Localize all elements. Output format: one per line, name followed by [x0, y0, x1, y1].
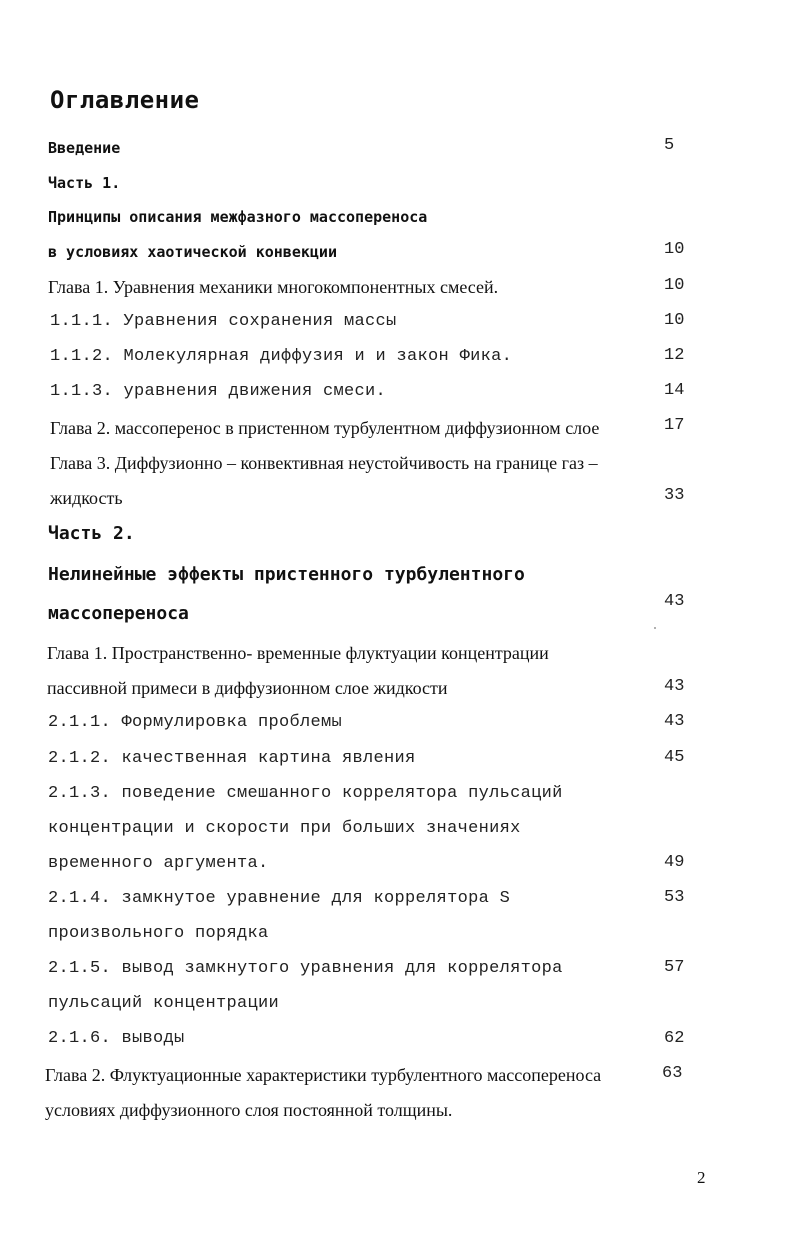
entry-page: 43	[664, 677, 685, 696]
toc-entry	[0, 993, 796, 1023]
toc-entry	[0, 136, 796, 166]
scan-speck	[654, 627, 656, 629]
toc-entry	[0, 1028, 796, 1058]
entry-page: 10	[664, 311, 685, 330]
entry-page: 5	[664, 136, 675, 155]
toc-entry	[0, 416, 796, 446]
toc-entry	[0, 346, 796, 376]
entry-text: временного аргумента.	[48, 854, 269, 873]
toc-entry	[0, 712, 796, 742]
entry-text: 2.1.2. качественная картина явления	[48, 749, 416, 768]
toc-entry	[0, 171, 796, 201]
toc-entry	[0, 1099, 796, 1129]
entry-text: массопереноса	[48, 603, 189, 624]
toc-entry	[0, 381, 796, 411]
entry-text: Принципы описания межфазного массопереноса	[48, 208, 428, 226]
entry-text: Глава 2. массоперенос в пристенном турбулентном диффузионном слое	[50, 418, 600, 438]
entry-text: Введение	[48, 139, 121, 157]
toc-entry	[0, 888, 796, 918]
entry-text: 2.1.5. вывод замкнутого уравнения для коррелятора	[48, 959, 563, 978]
entry-text: 1.1.2. Молекулярная диффузия и и закон Фика.	[50, 347, 513, 366]
toc-entry	[0, 1064, 796, 1094]
entry-text: Глава 3. Диффузионно – конвективная неустойчивость на границе газ –	[50, 453, 598, 473]
entry-text: 1.1.3. уравнения движения смеси.	[50, 382, 387, 401]
page-number: 2	[697, 1168, 706, 1187]
entry-page: 12	[664, 346, 685, 365]
entry-page: 10	[664, 240, 685, 259]
entry-text: Часть 1.	[48, 174, 121, 192]
entry-page: 63	[662, 1064, 683, 1083]
entry-text: Часть 2.	[48, 523, 135, 544]
toc-entry	[0, 748, 796, 778]
toc-entry	[0, 521, 796, 551]
toc-title: Оглавление	[50, 86, 200, 114]
entry-page: 53	[664, 888, 685, 907]
toc-entry	[0, 601, 796, 631]
entry-text: 2.1.3. поведение смешанного коррелятора пульсаций	[48, 784, 563, 803]
entry-text: 1.1.1. Уравнения сохранения массы	[50, 312, 397, 331]
toc-entry	[0, 486, 796, 516]
entry-text: 2.1.4. замкнутое уравнение для коррелятора S	[48, 889, 511, 908]
toc-entry	[0, 562, 796, 611]
entry-text: Глава 1. Уравнения механики многокомпонентных смесей.	[48, 277, 499, 297]
toc-entry	[0, 818, 796, 848]
entry-page: 43	[664, 592, 685, 611]
entry-text: 2.1.1. Формулировка проблемы	[48, 713, 343, 732]
entry-text: Глава 1. Пространственно- временные флуктуации концентрации	[47, 643, 549, 663]
entry-text: в условиях хаотической конвекции	[48, 243, 337, 261]
entry-page: 10	[664, 276, 685, 295]
toc-entry	[0, 783, 796, 813]
entry-text: 2.1.6. выводы	[48, 1029, 185, 1048]
toc-entry	[0, 275, 796, 305]
entry-page: 62	[664, 1029, 685, 1048]
toc-entry	[0, 451, 796, 481]
entry-text: произвольного порядка	[48, 924, 269, 943]
toc-entry	[0, 958, 796, 988]
entry-page: 33	[664, 486, 685, 505]
entry-text: Нелинейные эффекты пристенного турбулентного	[48, 564, 525, 585]
entry-text: пассивной примеси в диффузионном слое жидкости	[47, 678, 448, 698]
entry-page: 17	[664, 416, 685, 435]
toc-entry	[0, 205, 796, 235]
toc-entry	[0, 240, 796, 270]
entry-page: 45	[664, 748, 685, 767]
toc-entry	[0, 923, 796, 953]
entry-text: пульсаций концентрации	[48, 994, 280, 1013]
entry-page: 14	[664, 381, 685, 400]
entry-text: Глава 2. Флуктуационные характеристики турбулентного массопереноса	[45, 1065, 602, 1085]
toc-entry	[0, 642, 796, 672]
entry-page: 43	[664, 712, 685, 731]
entry-text: условиях диффузионного слоя постоянной толщины.	[45, 1100, 453, 1120]
entry-page: 49	[664, 853, 685, 872]
entry-text: жидкость	[50, 488, 123, 508]
entry-text: концентрации и скорости при больших значениях	[48, 819, 521, 838]
toc-entry	[0, 853, 796, 883]
toc-entry	[0, 677, 796, 707]
toc-entry	[0, 311, 796, 341]
entry-page: 57	[664, 958, 685, 977]
